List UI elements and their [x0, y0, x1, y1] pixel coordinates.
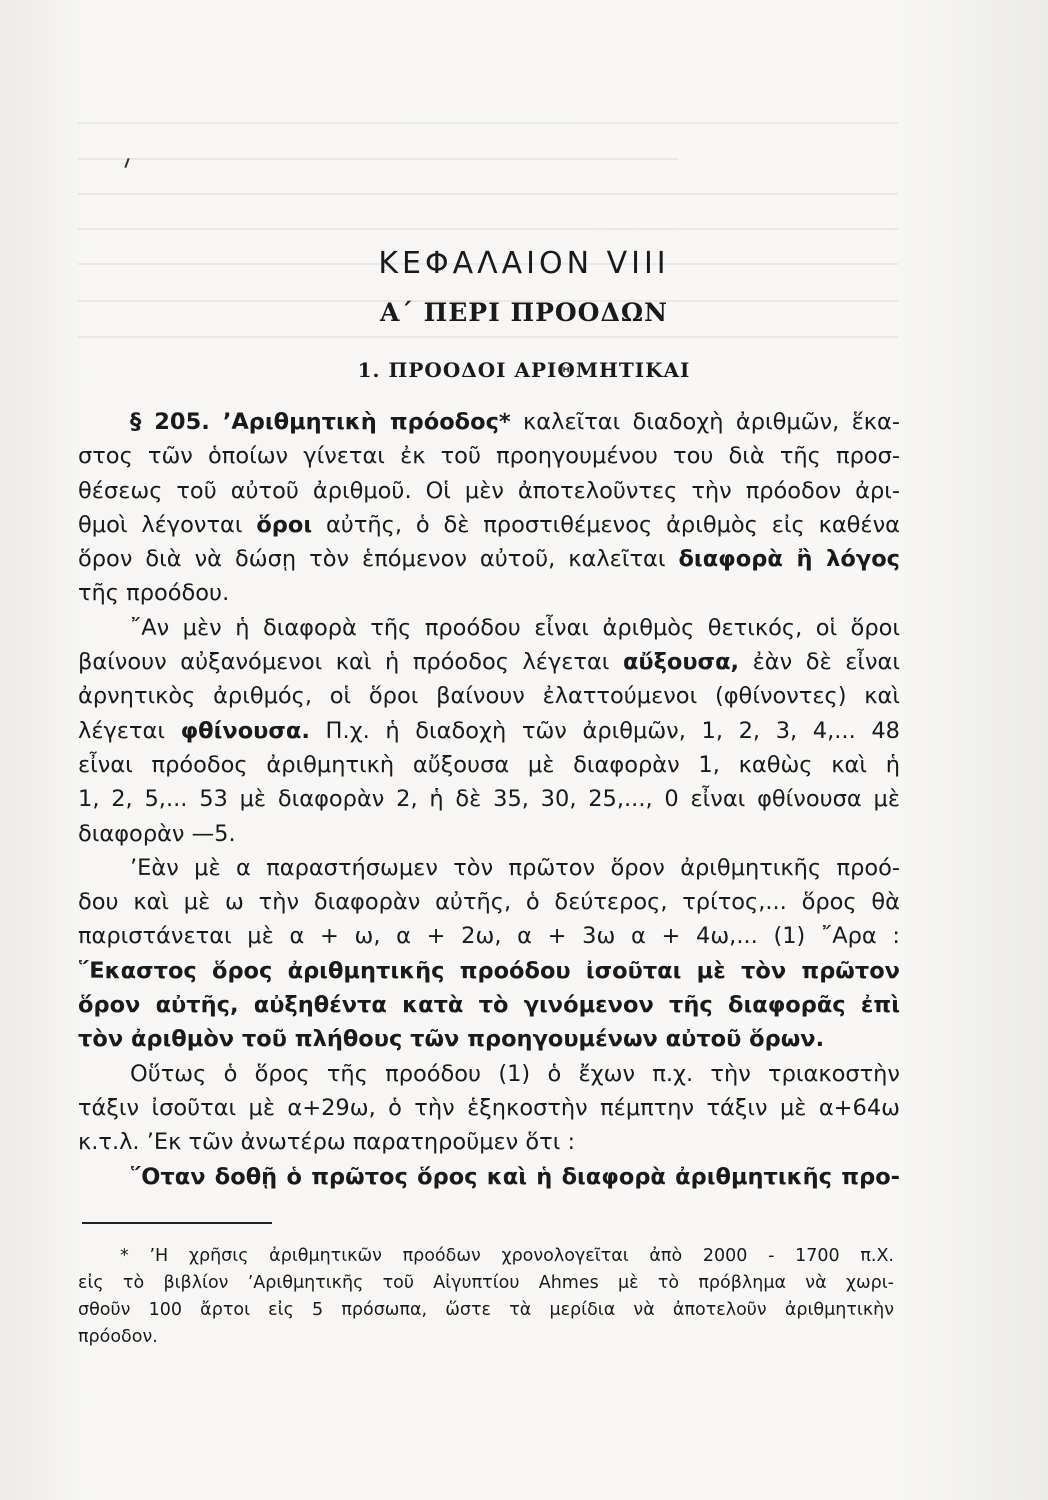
- text-line: [78, 645, 900, 679]
- bold-text: ὅρον αὐτῆς, αὐξηθέντα κατὰ τὸ γινόμενον τῆς διαφορᾶς ἐπὶ: [78, 992, 900, 1019]
- text-line: [78, 474, 900, 508]
- text-line: [78, 405, 900, 439]
- text-run: βαίνουν αὐξανόμενοι καὶ ἡ πρόοδος λέγεται: [78, 649, 623, 676]
- text-line: [78, 919, 900, 953]
- text-run: ῎Αν μὲν ἡ διαφορὰ τῆς προόδου εἶναι ἀριθμὸς θετικός, οἱ ὅροι: [130, 614, 900, 641]
- text-line: [78, 988, 900, 1022]
- subsection-title: 1. ΠΡΟΟΔΟΙ ΑΡΙΘΜΗΤΙΚΑΙ: [357, 358, 691, 382]
- text-line: [78, 508, 900, 542]
- text-line: [78, 1022, 900, 1056]
- text-line: [78, 439, 900, 473]
- bold-text: αὔξουσα,: [622, 649, 740, 676]
- footnote-line: * ’Η χρῆσις ἀριθμητικῶν προόδων χρονολογεῖται ἀπὸ 2000 - 1700 π.Χ.: [120, 1246, 894, 1266]
- text-line: [78, 1091, 900, 1125]
- text-line: [78, 542, 900, 576]
- text-run: 1, 2, 5,... 53 μὲ διαφορὰν 2, ἡ δὲ 35, 30, 25,..., 0 εἶναι φθίνουσα μὲ: [78, 786, 900, 813]
- text-line: [78, 1057, 900, 1091]
- text-line: [78, 576, 900, 610]
- text-line: [78, 954, 900, 988]
- footnote-separator: [82, 1222, 272, 1224]
- text-line: [78, 1160, 900, 1194]
- text-run: διαφορὰν —5.: [78, 820, 236, 847]
- body-text: [78, 405, 900, 1194]
- text-line: [78, 714, 900, 748]
- text-run: τάξιν ἰσοῦται μὲ α+29ω, ὁ τὴν ἑξηκοστὴν πέμπτην τάξιν μὲ α+64ω: [78, 1094, 900, 1121]
- text-run: αὐτῆς, ὁ δὲ προστιθέμενος ἀριθμὸς εἰς καθένα: [312, 511, 900, 538]
- text-run: λέγεται: [78, 717, 181, 744]
- text-run: παριστάνεται μὲ α + ω, α + 2ω, α + 3ω α + 4ω,... (1) ῎Αρα :: [78, 923, 900, 950]
- bold-text: φθίνουσα.: [180, 717, 310, 744]
- text-line: [78, 782, 900, 816]
- text-line: [78, 611, 900, 645]
- text-run: καλεῖται διαδοχὴ ἀριθμῶν, ἕκα-: [510, 409, 900, 435]
- text-run: εἶναι πρόοδος ἀριθμητικὴ αὔξουσα μὲ διαφορὰν 1, καθὼς καὶ ἡ: [78, 751, 900, 778]
- text-line: [78, 817, 900, 851]
- text-line: [78, 748, 900, 782]
- text-line: [78, 679, 900, 713]
- page-mark: [124, 158, 129, 168]
- text-run: Οὕτως ὁ ὅρος τῆς προόδου (1) ὁ ἔχων π.χ. τὴν τριακοστὴν: [130, 1060, 900, 1087]
- section-title: Α΄ ΠΕΡΙ ΠΡΟΟΔΩΝ: [380, 298, 668, 327]
- text-line: [78, 1125, 900, 1159]
- text-run: ’Εὰν μὲ α παραστήσωμεν τὸν πρῶτον ὅρον ἀριθμητικῆς προό-: [130, 854, 900, 881]
- bold-text: τὸν ἀριθμὸν τοῦ πλήθους τῶν προηγουμένων αὐτοῦ ὅρων.: [78, 1026, 825, 1053]
- text-run: θέσεως τοῦ αὐτοῦ ἀριθμοῦ. Οἱ μὲν ἀποτελοῦντες τὴν πρόοδον ἀρι-: [78, 477, 900, 504]
- text-run: Π.χ. ἡ διαδοχὴ τῶν ἀριθμῶν, 1, 2, 3, 4,... 48: [309, 717, 900, 744]
- text-line: [78, 885, 900, 919]
- text-line: [78, 851, 900, 885]
- text-run: ἀρνητικὸς ἀριθμός, οἱ ὅροι βαίνουν ἐλαττούμενοι (φθίνοντες) καὶ: [78, 683, 900, 710]
- bold-text: ὅροι: [256, 511, 313, 538]
- text-run: ἐὰν δὲ εἶναι: [739, 649, 900, 676]
- text-run: στος τῶν ὁποίων γίνεται ἐκ τοῦ προηγουμένου του διὰ τῆς προσ-: [78, 443, 900, 470]
- bold-text: διαφορὰ ἢ λόγος: [678, 546, 900, 573]
- text-run: θμοὶ λέγονται: [78, 511, 257, 538]
- text-run: δου καὶ μὲ ω τὴν διαφορὰν αὐτῆς, ὁ δεύτερος, τρίτος,... ὅρος θὰ: [78, 889, 900, 916]
- bold-text: ῞Οταν δοθῇ ὁ πρῶτος ὅρος καὶ ἡ διαφορὰ ἀριθμητικῆς προ-: [130, 1163, 900, 1190]
- text-run: τῆς προόδου.: [78, 580, 230, 607]
- text-run: κ.τ.λ. ’Εκ τῶν ἀνωτέρω παρατηροῦμεν ὅτι :: [78, 1129, 576, 1156]
- footnote: [78, 1243, 894, 1351]
- footnote-line: σθοῦν 100 ἄρτοι εἰς 5 πρόσωπα, ὥστε τὰ μερίδια νὰ ἀποτελοῦν ἀριθμητικὴν: [78, 1300, 894, 1320]
- bold-text: ῞Εκαστος ὅρος ἀριθμητικῆς προόδου ἰσοῦται μὲ τὸν πρῶτον: [78, 957, 900, 984]
- chapter-title: ΚΕΦΑΛΑΙΟΝ VIII: [378, 246, 670, 281]
- footnote-line: εἰς τὸ βιβλίον ’Αριθμητικῆς τοῦ Αἰγυπτίου Ahmes μὲ τὸ πρόβλημα νὰ χωρι-: [78, 1273, 894, 1293]
- text-run: ὅρον διὰ νὰ δώσῃ τὸν ἑπόμενον αὐτοῦ, καλεῖται: [78, 546, 679, 573]
- bold-text: § 205. ’Αριθμητικὴ πρόοδος*: [130, 409, 511, 435]
- footnote-line: πρόοδον.: [78, 1327, 158, 1347]
